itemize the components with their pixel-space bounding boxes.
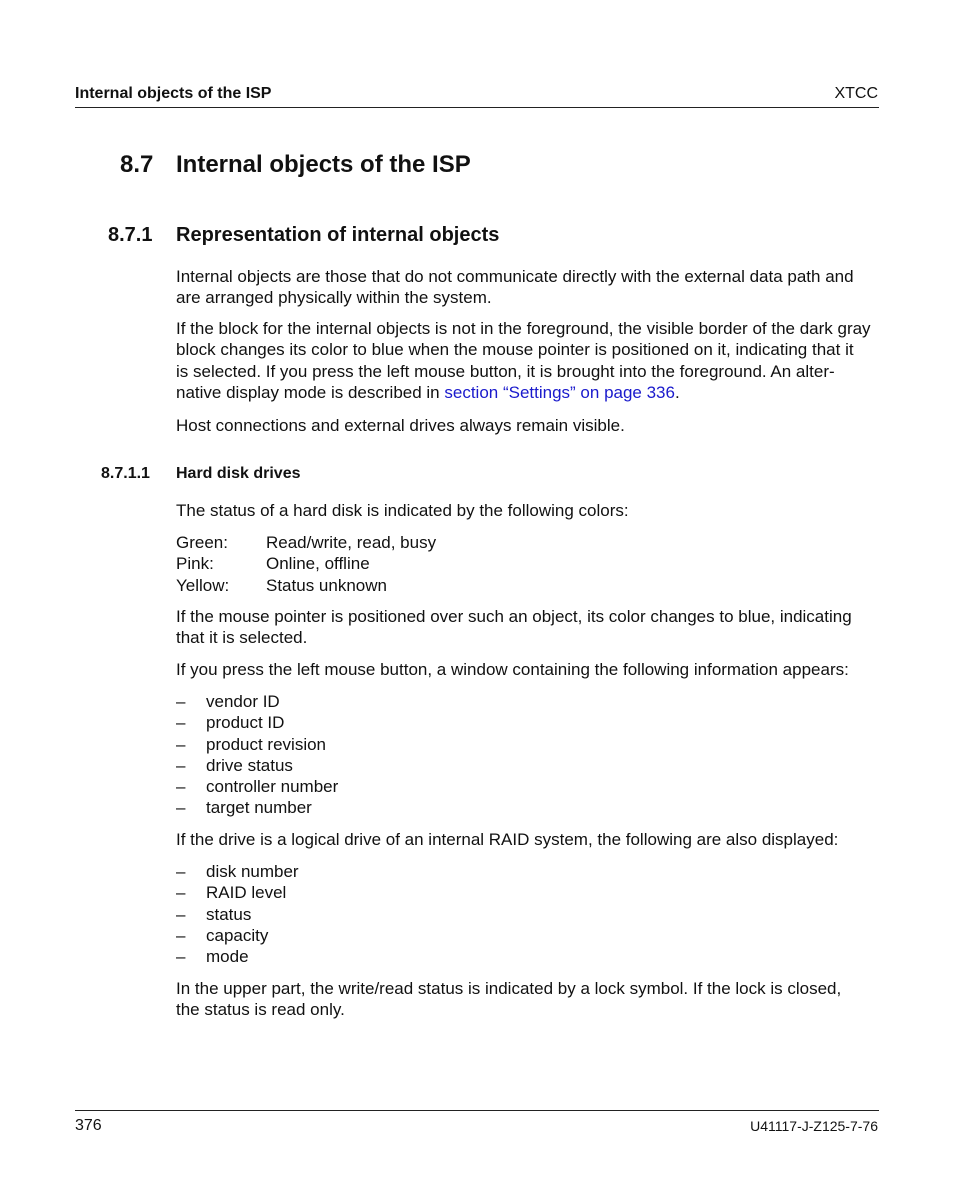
dash-bullet: –	[176, 734, 186, 754]
list-item-text: disk number	[206, 862, 299, 881]
subsubsection-title: Hard disk drives	[176, 465, 301, 482]
running-header-title: Internal objects of the ISP	[75, 85, 272, 102]
list-item	[176, 797, 338, 818]
paragraph-foreground	[176, 318, 880, 403]
list-item-text: mode	[206, 947, 249, 967]
color-name: Green:	[176, 533, 228, 552]
dash-bullet: –	[176, 692, 186, 711]
color-name: Pink:	[176, 554, 214, 574]
text-line: If the block for the internal objects is not in the foreground, the visible border of the dark gray	[176, 319, 871, 338]
dash-bullet: –	[176, 883, 186, 903]
settings-section-link[interactable]: section “Settings” on page 336	[444, 382, 675, 402]
text-line: If the mouse pointer is positioned over such an object, its color changes to blue, indicating	[176, 607, 852, 626]
list-item-text: product ID	[206, 713, 285, 733]
footer-rule	[75, 1110, 879, 1111]
list-item	[176, 904, 299, 925]
running-header-product: XTCC	[834, 85, 878, 102]
list-item	[176, 946, 299, 967]
paragraph-lock-symbol	[176, 978, 880, 1021]
paragraph-left-button: If you press the left mouse button, a window containing the following information appears:	[176, 660, 849, 679]
page-number: 376	[75, 1117, 102, 1134]
dash-bullet: –	[176, 777, 186, 797]
subsubsection-number: 8.7.1.1	[101, 465, 150, 482]
paragraph-host-connections: Host connections and external drives always remain visible.	[176, 416, 625, 435]
list-item-text: target number	[206, 798, 312, 818]
document-id: U41117-J-Z125-7-76	[750, 1118, 878, 1134]
text-line: Internal objects are those that do not communicate directly with the external data path and	[176, 267, 854, 286]
list-item	[176, 776, 338, 797]
list-item	[176, 755, 338, 776]
dash-bullet: –	[176, 904, 186, 924]
paragraph-raid: If the drive is a logical drive of an internal RAID system, the following are also displayed:	[176, 830, 839, 849]
raid-info-list	[176, 861, 299, 967]
color-meaning: Online, offline	[266, 554, 370, 574]
color-row	[176, 553, 436, 574]
text-line: is selected. If you press the left mouse button, it is brought into the foreground. An alter-	[176, 361, 835, 381]
list-item-text: RAID level	[206, 883, 287, 903]
list-item	[176, 861, 299, 882]
color-row	[176, 532, 436, 553]
color-name: Yellow:	[176, 575, 230, 595]
text-run: .	[674, 382, 680, 402]
list-item-text: capacity	[206, 925, 269, 945]
dash-bullet: –	[176, 755, 186, 775]
paragraph-internal-objects	[176, 266, 880, 309]
list-item-text: status	[206, 904, 252, 924]
text-run: native display mode is described in	[176, 382, 445, 402]
list-item	[176, 734, 338, 755]
list-item-text: vendor ID	[206, 692, 280, 711]
section-title: Internal objects of the ISP	[176, 151, 471, 178]
list-item	[176, 712, 338, 733]
dash-bullet: –	[176, 947, 186, 967]
color-row	[176, 575, 436, 596]
list-item-text: drive status	[206, 755, 293, 775]
color-meaning: Status unknown	[266, 575, 387, 595]
text-line: that it is selected.	[176, 628, 308, 648]
text-line: block changes its color to blue when the mouse pointer is positioned on it, indicating that it	[176, 340, 854, 360]
list-item	[176, 925, 299, 946]
text-line	[176, 382, 880, 403]
dash-bullet: –	[176, 798, 186, 818]
text-line: the status is read only.	[176, 1000, 345, 1020]
section-number: 8.7	[120, 151, 154, 178]
subsection-title: Representation of internal objects	[176, 224, 500, 246]
text-line: are arranged physically within the system.	[176, 288, 492, 308]
header-rule	[75, 107, 879, 108]
list-item	[176, 882, 299, 903]
subsection-number: 8.7.1	[108, 224, 153, 246]
dash-bullet: –	[176, 925, 186, 945]
text-line: In the upper part, the write/read status is indicated by a lock symbol. If the lock is closed,	[176, 979, 842, 998]
info-list	[176, 691, 338, 819]
dash-bullet: –	[176, 713, 186, 733]
paragraph-mouse-over	[176, 606, 880, 649]
paragraph-status-colors: The status of a hard disk is indicated by the following colors:	[176, 501, 629, 520]
list-item	[176, 691, 338, 712]
list-item-text: controller number	[206, 777, 339, 797]
dash-bullet: –	[176, 862, 186, 881]
list-item-text: product revision	[206, 734, 327, 754]
color-definition-list	[176, 532, 436, 596]
color-meaning: Read/write, read, busy	[266, 533, 437, 552]
